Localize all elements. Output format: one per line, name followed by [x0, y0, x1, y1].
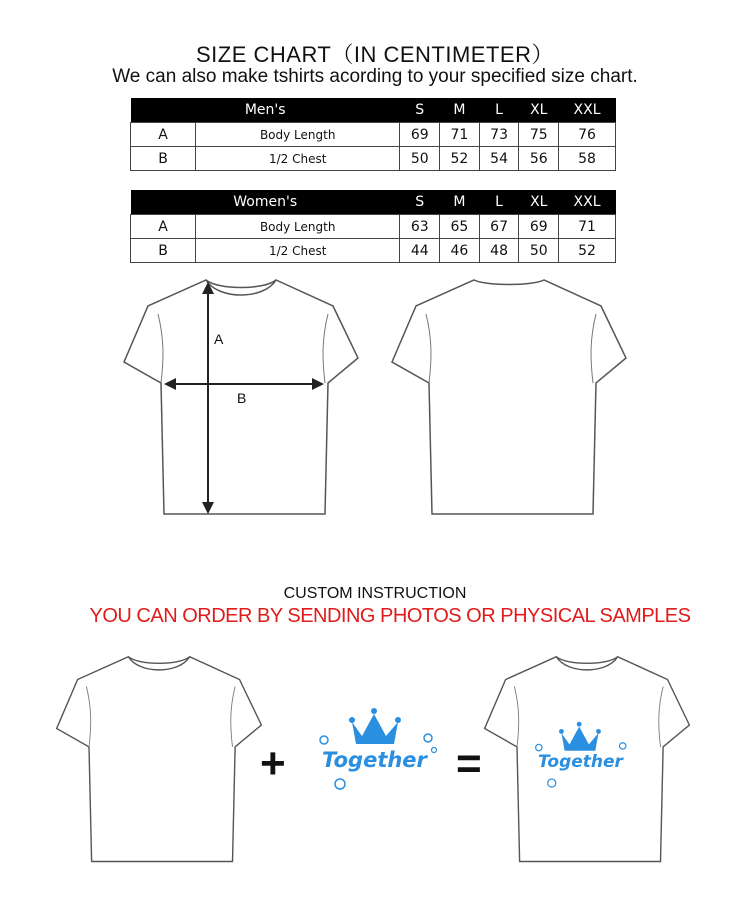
cell: 48 [479, 239, 519, 263]
size-header: XXL [559, 190, 616, 215]
size-header: XL [519, 190, 559, 215]
men-heading: Men's [131, 98, 400, 123]
row-label: Body Length [196, 123, 400, 147]
table-row [131, 123, 616, 147]
size-header: S [400, 190, 440, 215]
table-row [131, 215, 616, 239]
row-label: 1/2 Chest [196, 147, 400, 171]
size-header: XXL [559, 98, 616, 123]
cell: 69 [519, 215, 559, 239]
men-size-table [130, 98, 616, 171]
tshirt-back-icon [386, 278, 632, 518]
size-chart-title: SIZE CHART（IN CENTIMETER） [195, 42, 554, 67]
cell: 54 [479, 147, 519, 171]
cell: 71 [559, 215, 616, 239]
measure-label-a: A [214, 331, 224, 347]
cell: 63 [400, 215, 440, 239]
row-key: B [131, 147, 196, 171]
cell: 73 [479, 123, 519, 147]
custom-instruction-title: CUSTOM INSTRUCTION [283, 585, 467, 602]
row-key: A [131, 215, 196, 239]
cell: 50 [400, 147, 440, 171]
women-size-table [130, 190, 616, 263]
cell: 76 [559, 123, 616, 147]
size-header: XL [519, 98, 559, 123]
table-row [131, 147, 616, 171]
plus-sign: + [260, 739, 286, 788]
custom-instruction-subtitle: YOU CAN ORDER BY SENDING PHOTOS OR PHYSICAL SAMPLES [89, 605, 691, 627]
cell: 44 [400, 239, 440, 263]
women-heading: Women's [131, 190, 400, 215]
cell: 50 [519, 239, 559, 263]
size-header: L [479, 98, 519, 123]
men-header-row [131, 98, 616, 123]
cell: 69 [400, 123, 440, 147]
cell: 56 [519, 147, 559, 171]
tshirt-blank-icon [50, 655, 268, 865]
cell: 71 [440, 123, 480, 147]
size-header: M [440, 98, 480, 123]
cell: 67 [479, 215, 519, 239]
cell: 52 [440, 147, 480, 171]
table-row [131, 239, 616, 263]
logo-text: Together [322, 748, 427, 772]
row-label: 1/2 Chest [196, 239, 400, 263]
size-header: M [440, 190, 480, 215]
row-key: B [131, 239, 196, 263]
cell: 52 [559, 239, 616, 263]
women-header-row [131, 190, 616, 215]
equals-sign: = [456, 739, 482, 788]
logo-text: Together [538, 752, 623, 772]
size-chart-subtitle: We can also make tshirts acording to your specified size chart. [112, 66, 638, 87]
cell: 46 [440, 239, 480, 263]
printed-logo [534, 716, 634, 792]
measure-label-b: B [237, 390, 247, 406]
row-label: Body Length [196, 215, 400, 239]
row-key: A [131, 123, 196, 147]
size-header: S [400, 98, 440, 123]
cell: 65 [440, 215, 480, 239]
cell: 58 [559, 147, 616, 171]
cell: 75 [519, 123, 559, 147]
size-header: L [479, 190, 519, 215]
together-logo [318, 702, 442, 794]
